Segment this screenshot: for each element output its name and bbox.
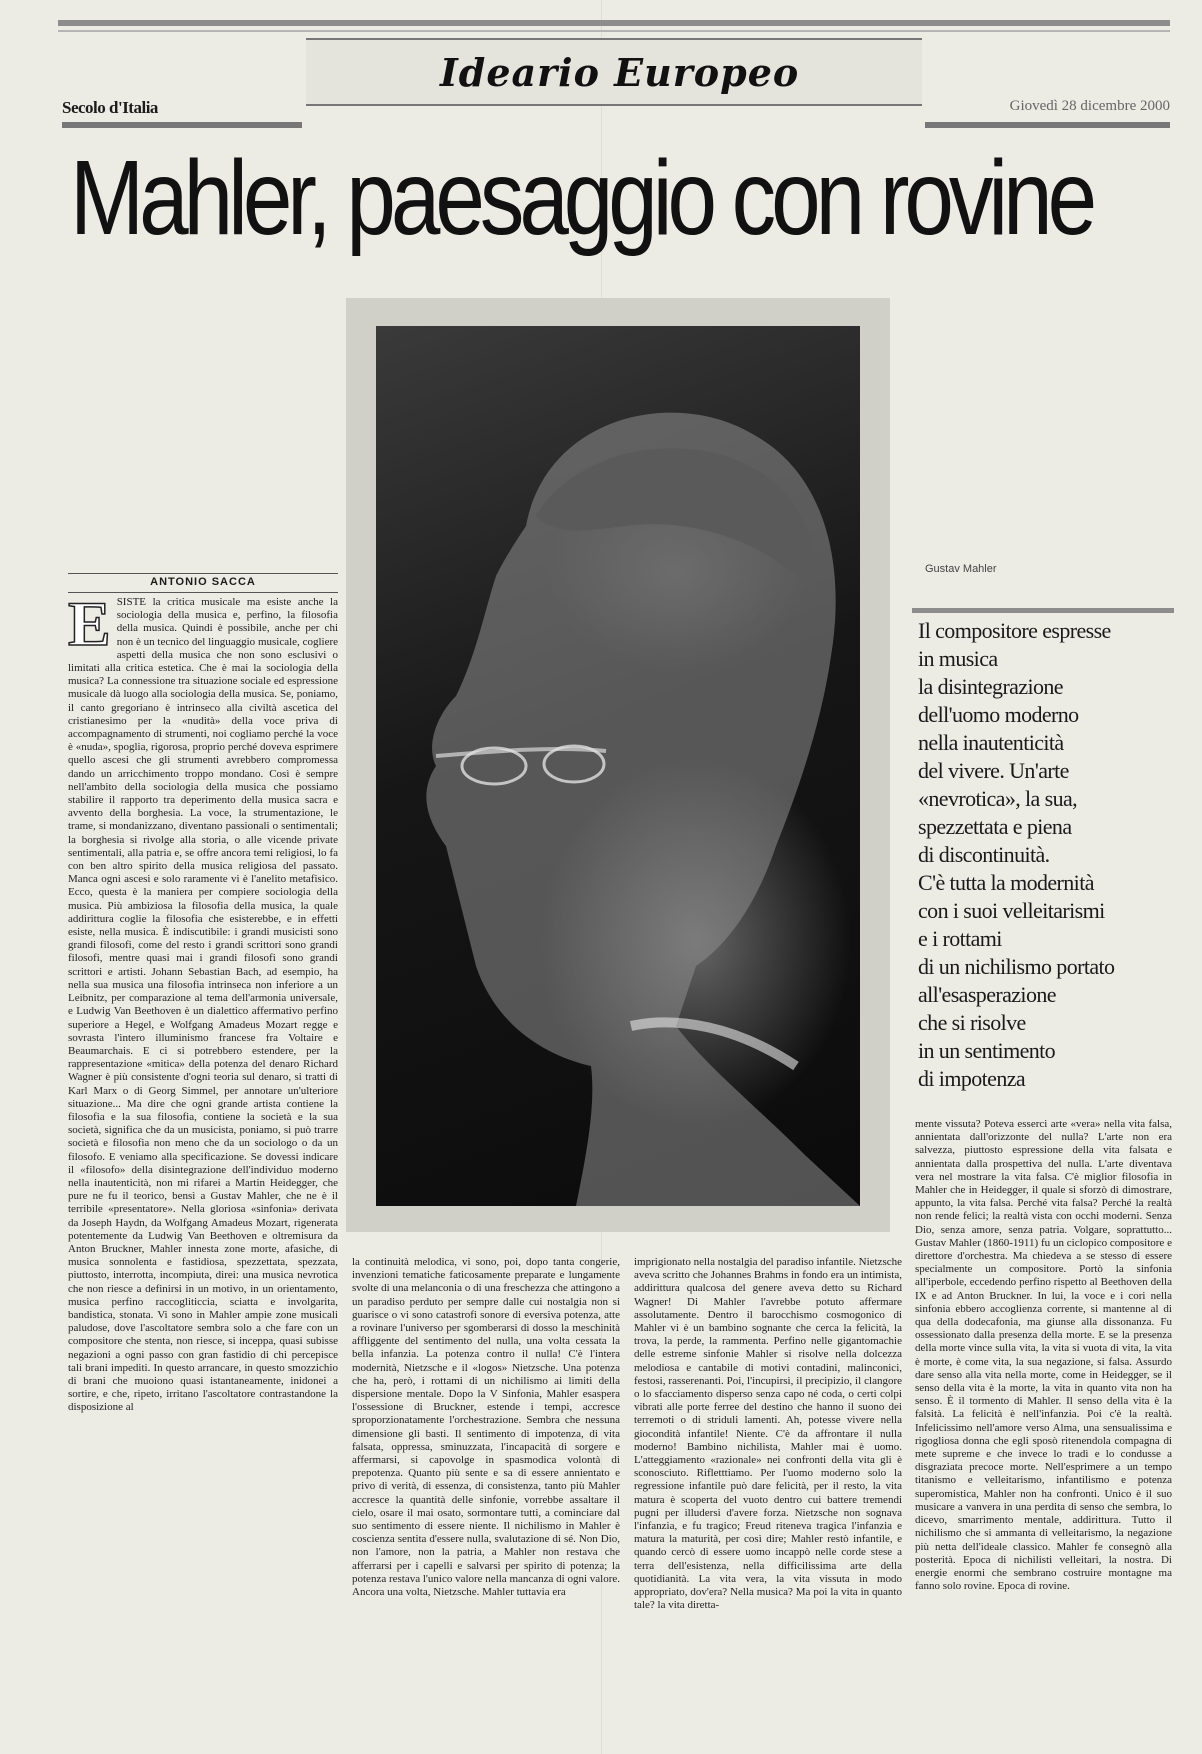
pullquote-line: di discontinuità. bbox=[918, 842, 1050, 867]
drop-cap: E bbox=[68, 596, 111, 659]
pullquote-line: all'esasperazione bbox=[918, 982, 1056, 1007]
issue-date: Giovedì 28 dicembre 2000 bbox=[1009, 98, 1170, 114]
pullquote-line: con i suoi velleitarismi bbox=[918, 898, 1105, 923]
masthead-bar-left bbox=[62, 122, 302, 128]
pullquote bbox=[918, 617, 1176, 1093]
pullquote-line: Il compositore espresse bbox=[918, 618, 1111, 643]
pullquote-line: del vivere. Un'arte bbox=[918, 758, 1069, 783]
pullquote-line: C'è tutta la modernità bbox=[918, 870, 1094, 895]
pullquote-line: di un nichilismo portato bbox=[918, 954, 1115, 979]
newspaper-name: Secolo d'Italia bbox=[62, 98, 158, 117]
article-column-2: la continuità melodica, vi sono, poi, dopo tanta congerie, invenzioni tematiche faticosamente preparate e lungamente svolte di una melanconia o di una freschezza che attingono a un paradiso perduto per sempre dalle cui nostalgia non si guarisce o vi sono catastrofi sonore di eversiva potenza, atte a rovinare l'universo per sgomberarsi di dosso la meschinità affliggente del sentimento del nulla, una volta cessata la bella infanzia. La potenza contro il nulla! C'è l'intera modernità, Nietzsche e il «logos» Nietzsche. Una potenza che ha, però, i rottami di un nichilismo ai limiti della dispersione mentale. Dopo la V Sinfonia, Mahler esaspera l'ossessione di Bruckner, estende i tempi, accresce sproporzionatamente l'orchestrazione. Sembra che nessuna dimensione gli basti. Il sentimento di impotenza, di vita falsata, oppressa, sminuzzata, l'incapacità di sorgere e affermarsi, si capovolge in spasmodica volontà di prepotenza. Quanto più sente e sa di essere annientato e privo di verità, di essenza, di consistenza, tanto più Mahler accresce la quantità delle sinfonie, vorrebbe assaltare il cielo, osare il mai osato, sormontare tutti, a cominciare dal suo sentimento di essere niente. Il nichilismo in Mahler è coscienza sentita d'essere nulla, svalutazione di sé. Non Dio, non l'amore, non la patria, a Mahler non restava che afferrarsi per i capelli e salvarsi per spirito di potenza; la potenza restava l'unico valore nella mancanza di ogni valore. Ancora una volta, Nietzsche. Mahler tuttavia era bbox=[352, 1256, 620, 1599]
pullquote-line: «nevrotica», la sua, bbox=[918, 786, 1078, 811]
top-rule bbox=[58, 20, 1170, 26]
photo-caption: Gustav Mahler bbox=[925, 563, 997, 575]
byline: ANTONIO SACCA bbox=[150, 576, 256, 588]
article-headline: Mahler, paesaggio con rovine bbox=[70, 139, 1093, 257]
masthead-bar-right bbox=[925, 122, 1170, 128]
pullquote-line: nella inautenticità bbox=[918, 730, 1064, 755]
pullquote-line: di impotenza bbox=[918, 1066, 1026, 1091]
author-rule-top bbox=[68, 573, 338, 574]
article-column-1 bbox=[68, 596, 338, 1746]
author-rule-bottom bbox=[68, 592, 338, 593]
portrait-silhouette bbox=[376, 326, 860, 1206]
section-title: Ideario Europeo bbox=[440, 50, 800, 95]
pullquote-line: in musica bbox=[918, 646, 998, 671]
pullquote-line: dell'uomo moderno bbox=[918, 702, 1079, 727]
article-column-3: imprigionato nella nostalgia del paradiso infantile. Nietzsche aveva scritto che Johannes Brahms in fondo era un intimista, addirittura qualcosa del genere aveva detto su Richard Wagner! Di Mahler l'avrebbe potuto affermare assolutamente. Dentro il barocchismo cosmogonico di Mahler vi è un bambino sognante che cerca la felicità, la trova, la perde, la rammenta. Perfino nelle gigantomachie delle estreme sinfonie Mahler si risolve nella dolcezza melodiosa e cantabile di motivi contadini, malinconici, festosi, rasserenanti. Poi, l'incupirsi, il precipizio, il clangore o lo sfacciamento disperso senza capo né coda, o certi colpi vibrati alle porte ferree del destino che hanno il suono dei terremoti o di striduli lamenti. Ah, potesse vivere nella giocondità infantile! Niente. C'è da affrontare il nulla moderno! Bambino nichilista, Mahler mai è uomo. L'atteggiamento «razionale» nei confronti della vita gli è sconosciuto. Rifletttiamo. Per l'uomo moderno solo la regressione infantile può dare felicità, per il resto, la vita matura è scoperta del vuoto dentro cui battere tremendi pugni per illudersi d'avere forza. Nietzsche non sognava l'infanzia, e fu tragico; Freud riteneva tragica l'infanzia e matura la maturità, per così dire; Mahler restò infantile, e quando cercò di essere uomo incappò nelle corde stese a terra dell'esistenza, nella difficilissima arte della quotidianità. La vita vera, la vita vissuta in modo appropriato, dov'era? Nella musica? Ma poi la vita in quanto tale? la vita diretta- bbox=[634, 1256, 902, 1612]
article-column-4: mente vissuta? Poteva esserci arte «vera» nella vita falsa, annientata dall'orizzonte del nulla? L'arte non era salvezza, piuttosto espressione della vita falsata e annientata dalla prospettiva del nulla. L'arte diventava vera nel mostrare la vita falsa. C'è miglior filosofia in Mahler che in Heidegger, il quale si sforzò di dimostrare, appunto, la vita falsa. Perché vita falsa? Perché la realtà non rende felici; la realtà vista con occhi moderni. Senza Dio, senza amore, senza patria. Volgare, soprattutto... Gustav Mahler (1860-1911) fu un ciclopico compositore e direttore d'orchestra. Ma chiedeva a se stesso di essere specialmente un compositore. Portò la sinfonia all'iperbole, eccedendo perfino rispetto al Beethoven della IX e ad Anton Bruckner. In lui, la voce e i cori nella sinfonia ebbero accoglienza corrente, si mantenne al di qua della dodecafonia, ma giunse alla dissonanza. Fu ossessionato dalla presenza della morte. E se la presenza della morte vince sulla vita, la vita si vuota di vita, la vita è morte, è come vita, la sua negazione, si falsa. Assurdo dare senso alla vita nella morte, come in Heidegger, se il senso della vita è la morte, la vita in quanto vita non ha senso. È il tormento di Mahler. Il senso della vita è la falsità. La felicità è nell'infanzia. Poi c'è la realtà. Infelicissimo nell'amore verso Alma, una sensualissima e rigogliosa donna che egli sposò ritenendola compagna di mete supreme e che invece lo tradì e lo condusse a disgraziata precoce morte. Nell'esprimere a un tempo titanismo e velleitarismo, infantilismo e potenza superomistica, Mahler non ha confronti. Unico è il suo musicare a vanvera in una perdita di senso che sembra, lo dicevo, smarrimento mentale, addirittura. Tutto il nichilismo che si ammanta di velleitarismo, la negazione più netta dell'ideale classico. Mahler fe consegnò alla posterità. Epoca di nichilisti velleitari, la nostra. Di energie enormi che sembrano costruire montagne ma fanno solo rovine. Epoca di rovine. bbox=[915, 1118, 1172, 1593]
pullquote-rule bbox=[912, 608, 1174, 613]
top-rule-thin bbox=[58, 30, 1170, 32]
pullquote-line: in un sentimento bbox=[918, 1038, 1056, 1063]
pullquote-line: spezzettata e piena bbox=[918, 814, 1072, 839]
article-column-1-text: SISTE la critica musicale ma esiste anche la sociologia della musica e, perfino, la filosofia della musica. Quindi è possibile, anche per chi non è un tecnico del linguaggio musicale, cogliere aspetti della musica che non sono esclusivi o limitati alla critica estetica. Che è mai la sociologia della musica? La connessione tra situazione sociale ed espressione musicale dà luogo alla sociologia della musica. Se, poniamo, il canto gregoriano è intrinseco alla civiltà ascetica del cristianesimo per la «nudità» della voce priva di accompagnamento di strumenti, noi cogliamo perché la voce è «nuda», spoglia, rigorosa, proprio perché doveva esprimere quello ascesi che gli strumenti avrebbero compromessa dando un arricchimento troppo mondano. Così è sempre nell'ambito della sociologia della musica che possiamo stabilire il rapporto tra deperimento della musica sacra e avvento della borghesia. La voce, la strumentazione, le trame, si mondanizzano, diventano passionali o sentimentali; la borghesia si rivolge alla storia, o alle vicende private sentimentali, alla patria e, se offre ancora temi religiosi, lo fa con ben altro spirito della musica religiosa del passato. Manca ogni ascesi e solo raramente vi è l'anelito metafisico. Ecco, questa è la maniera per compiere sociologia della musica. Più ambiziosa la filosofia della musica, la quale addirittura coglie la filosofia che esisterebbe, e in effetti esiste, nella musica. È indiscutibile: i grandi musicisti sono grandi filosofi, come del resto i grandi scrittori sono grandi filosofi, mentre quasi mai i grandi filosofi sono grandi scrittori e artisti. Johann Sebastian Bach, ad esempio, ha nella sua musica una filosofia intrinseca non inferiore a un Leibnitz, per comparazione al tema dell'armonia universale, e Ludwig Van Beethoven è un dialettico affermativo perfino superiore a Hegel, e Wolfgang Amadeus Mozart regge e sovrasta l'intero illuminismo francese fra Voltaire e Beaumarchais. E ci si potrebbero estendere, per la rappresentazione «mitica» della potenza del denaro Richard Wagner è più consistente d'ogni teoria sul denaro, si tratti di Karl Marx o di Georg Simmel, per annotare un'ulteriore situazione... Ma dire che ogni grande artista contiene la filosofia e la sua filosofia, contiene la società e la sua società, significa che da un musicista, poniamo, si può trarre società e filosofia non meno che da un sociologo o da un filosofo. E veniamo alla specificazione. Se dovessi indicare il «filosofo» della disintegrazione dell'individuo moderno nella inautenticità, non mi rifarei a Martin Heidegger, che pure ne fu il teorico, bensì a Gustav Mahler, che ne è il terribile «presentatore». Nella gloriosa «sinfonia» derivata da Joseph Haydn, da Wolfgang Amadeus Mozart, rigenerata potentemente da Ludwig Van Beethoven e oltremisura da Anton Bruckner, Mahler innesta zone morte, afasiche, di musica sonnolenta e fastidiosa, spezzettata, spezzata, piuttosto, interrotta, incompiuta, direi: una musica nevrotica che non riesce a definirsi in un motivo, in un orientamento, musica perfino raccogliticcia, sciatta e involgarita, bandistica, stonata. Vi sono in Mahler ampie zone musicali paludose, dove l'ascoltatore sembra solo a che fare con un compositore che stenta, non riesce, si inceppa, quasi subisse negazioni a ogni passo con gran fastidio di chi percepisce tali brani impediti. In questo arrancare, in questo smozzichio di brani che muoiono quasi istantaneamente, inidonei a sortire, e che, ripeto, irritano l'ascoltatore contrastandone la disposizione al bbox=[68, 596, 338, 1414]
portrait-photo bbox=[376, 326, 860, 1206]
pullquote-line: che si risolve bbox=[918, 1010, 1026, 1035]
pullquote-line: la disintegrazione bbox=[918, 674, 1063, 699]
pullquote-line: e i rottami bbox=[918, 926, 1002, 951]
